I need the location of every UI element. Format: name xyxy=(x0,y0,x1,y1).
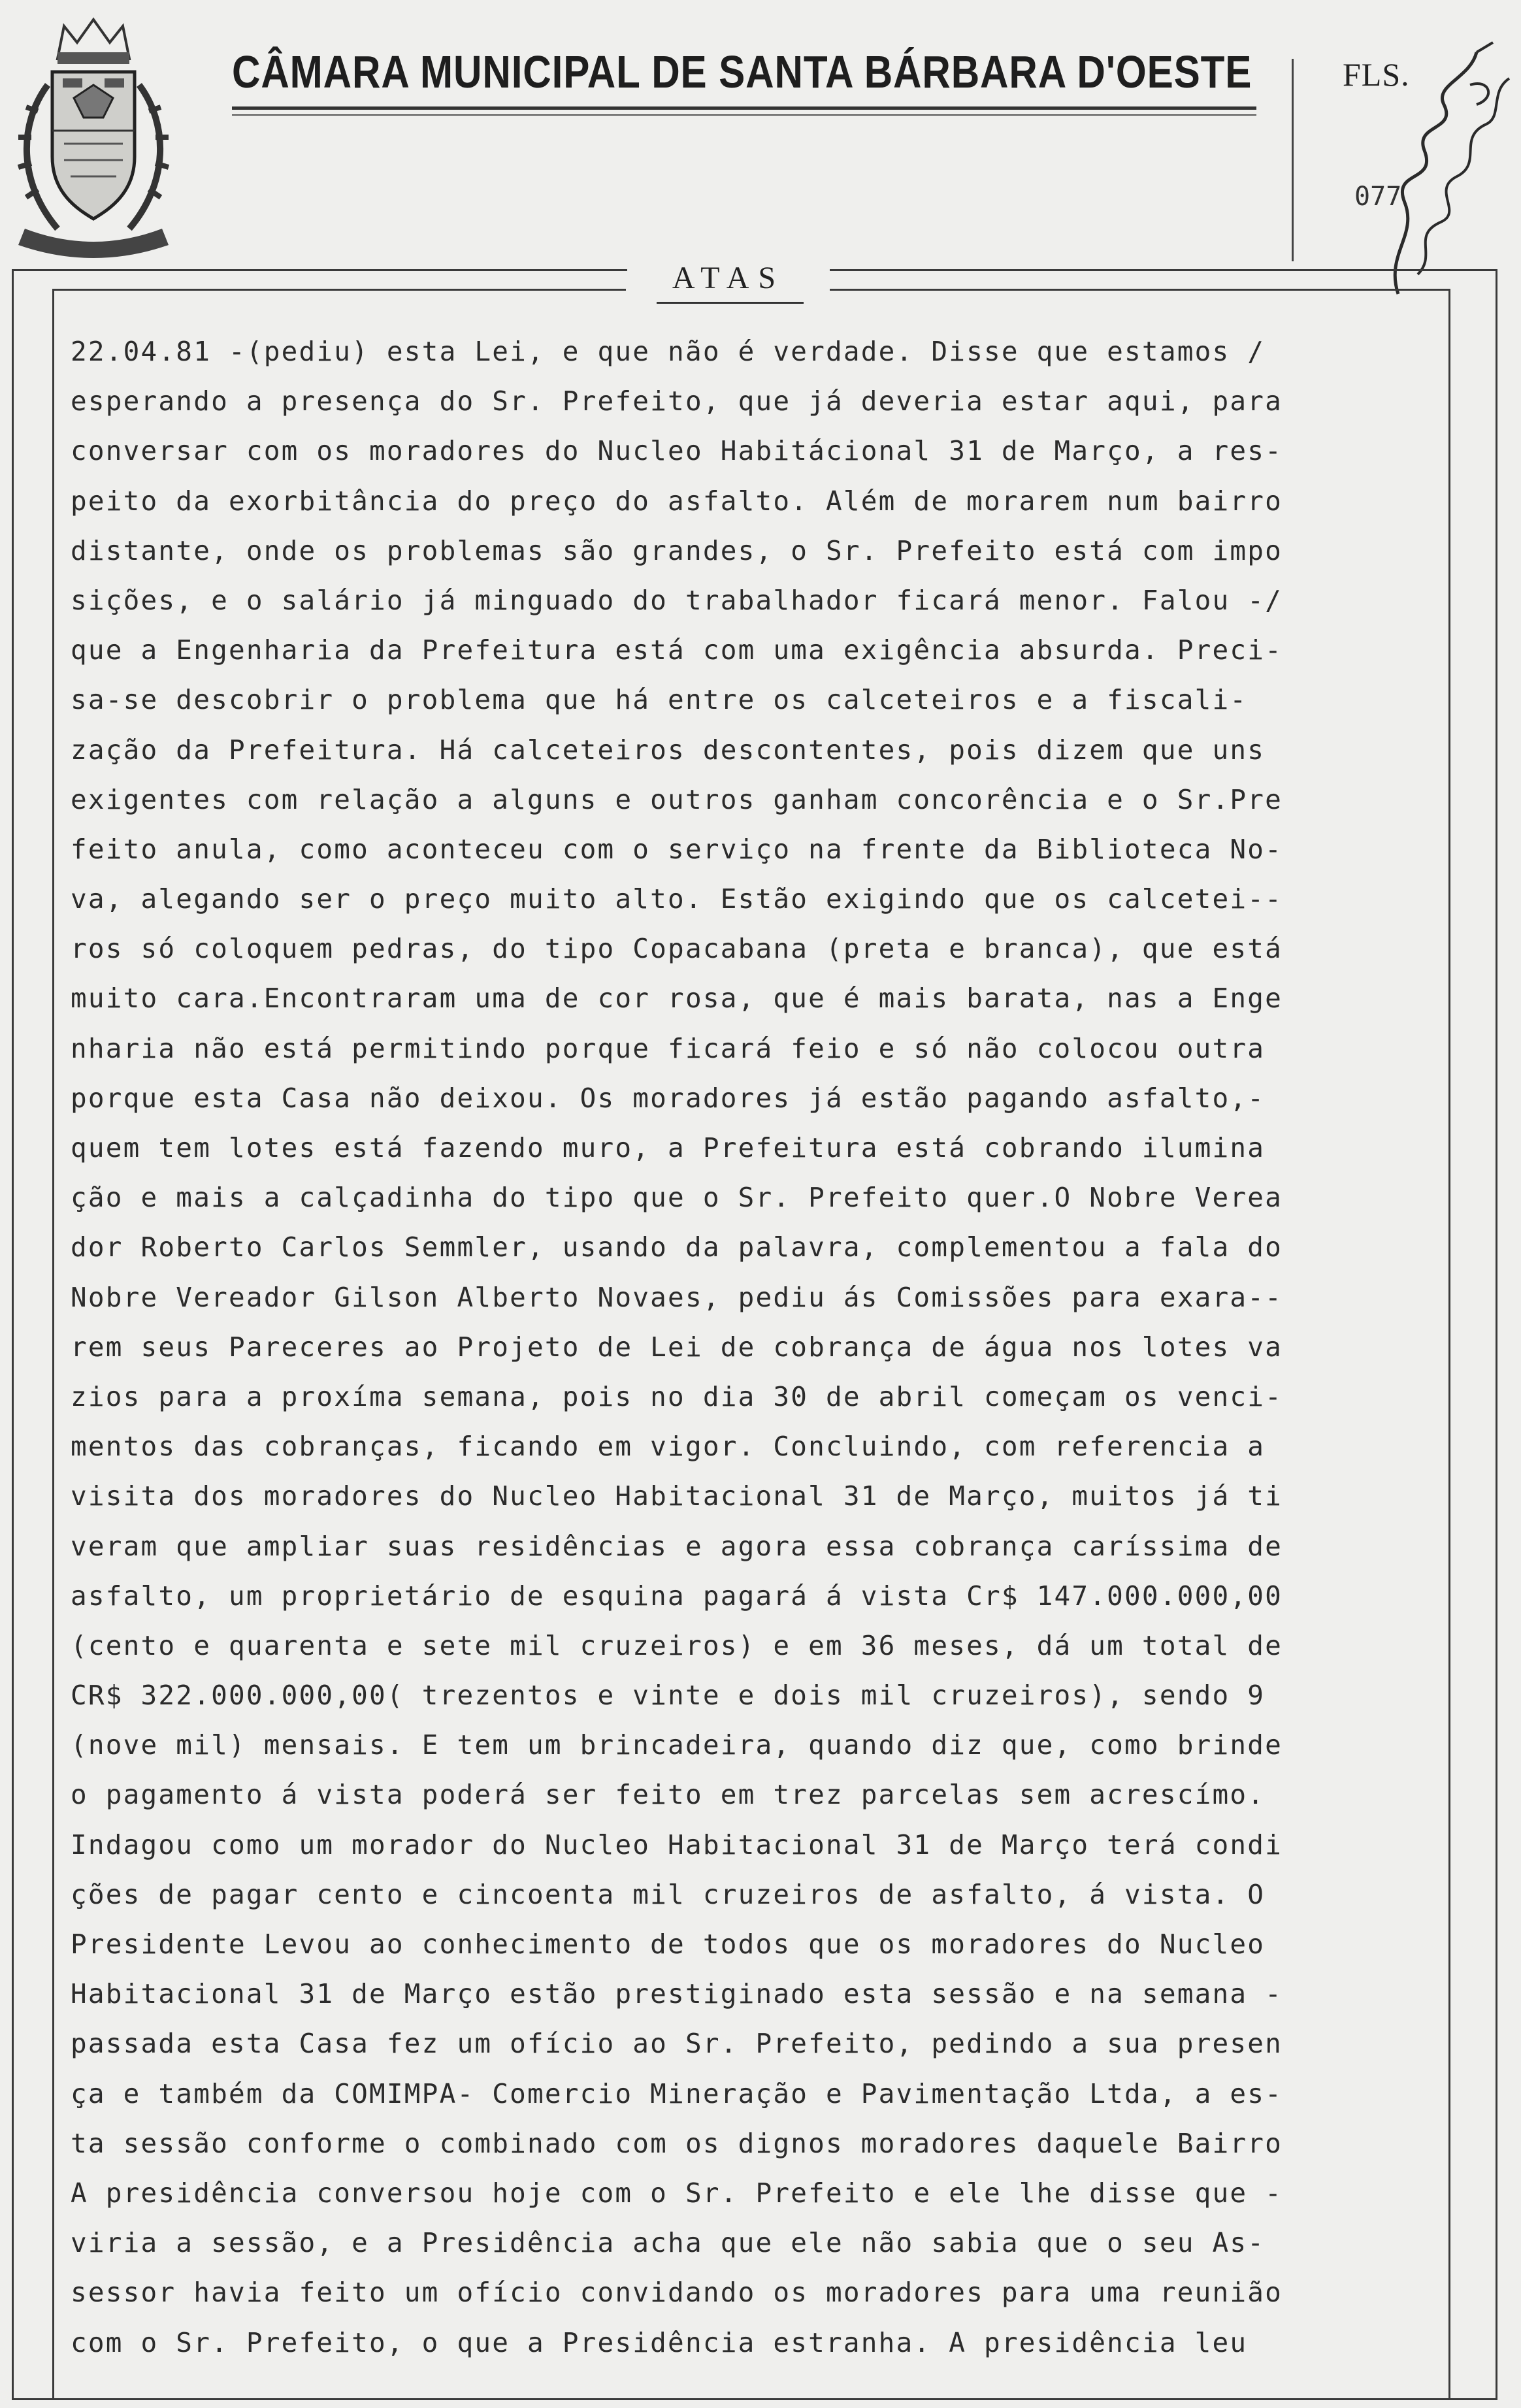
text-line: que a Engenharia da Prefeitura está com uma exigência absurda. Preci- xyxy=(71,634,1283,666)
text-line: peito da exorbitância do preço do asfalto. Além de morarem num bairro xyxy=(71,485,1283,517)
minutes-body xyxy=(71,327,1439,2367)
text-line: esperando a presença do Sr. Prefeito, que já deveria estar aqui, para xyxy=(71,385,1283,417)
text-line: zação da Prefeitura. Há calceteiros descontentes, pois dizem que uns xyxy=(71,734,1266,766)
text-line: rem seus Pareceres ao Projeto de Lei de cobrança de água nos lotes va xyxy=(71,1331,1283,1363)
frame-top-rule-right-inner xyxy=(830,289,1450,291)
text-line: conversar com os moradores do Nucleo Habitácional 31 de Março, a res- xyxy=(71,435,1283,467)
text-line: exigentes com relação a alguns e outros ganham concorência e o Sr.Pre xyxy=(71,783,1283,815)
text-line: ros só coloquem pedras, do tipo Copacabana (preta e branca), que está xyxy=(71,933,1283,965)
text-line: passada esta Casa fez um ofício ao Sr. Prefeito, pedindo a sua presen xyxy=(71,2028,1283,2060)
text-line: mentos das cobranças, ficando em vigor. Concluindo, com referencia a xyxy=(71,1431,1266,1463)
title-underline xyxy=(232,106,1256,110)
text-line: veram que ampliar suas residências e agora essa cobrança caríssima de xyxy=(71,1530,1283,1562)
frame-top-rule-left-inner xyxy=(52,289,626,291)
text-line: 22.04.81 -(pediu) esta Lei, e que não é verdade. Disse que estamos / xyxy=(71,336,1266,367)
section-label-underline xyxy=(657,302,804,304)
text-line: (cento e quarenta e sete mil cruzeiros) e em 36 meses, dá um total de xyxy=(71,1629,1283,1661)
text-line: ção e mais a calçadinha do tipo que o Sr. Prefeito quer.O Nobre Verea xyxy=(71,1182,1283,1214)
text-line: visita dos moradores do Nucleo Habitacional 31 de Março, muitos já ti xyxy=(71,1480,1283,1512)
text-line: va, alegando ser o preço muito alto. Estão exigindo que os calcetei-- xyxy=(71,883,1283,915)
text-line: ça e também da COMIMPA- Comercio Mineração e Pavimentação Ltda, a es- xyxy=(71,2077,1283,2109)
frame-top-rule-right xyxy=(830,269,1497,271)
text-line: ções de pagar cento e cincoenta mil cruzeiros de asfalto, á vista. O xyxy=(71,1878,1266,1910)
title-underline-thin xyxy=(232,114,1256,116)
text-line: sessor havia feito um ofício convidando os moradores para uma reunião xyxy=(71,2277,1283,2309)
text-line: ta sessão conforme o combinado com os dignos moradores daquele Bairro xyxy=(71,2127,1283,2159)
institution-title: CÂMARA MUNICIPAL DE SANTA BÁRBARA D'OESTE xyxy=(232,46,1252,97)
text-line: nharia não está permitindo porque ficará feio e só não colocou outra xyxy=(71,1032,1266,1064)
text-line: porque esta Casa não deixou. Os moradores já estão pagando asfalto,- xyxy=(71,1082,1266,1114)
text-line: A presidência conversou hoje com o Sr. Prefeito e ele lhe disse que - xyxy=(71,2177,1283,2209)
text-line: com o Sr. Prefeito, o que a Presidência estranha. A presidência leu xyxy=(71,2326,1248,2358)
text-line: Indagou como um morador do Nucleo Habitacional 31 de Março terá condi xyxy=(71,1829,1283,1861)
text-line: asfalto, um proprietário de esquina pagará á vista Cr$ 147.000.000,00 xyxy=(71,1580,1283,1612)
municipal-coat-of-arms-icon xyxy=(12,13,175,261)
frame-inner-left-border xyxy=(52,289,54,2400)
text-line: quem tem lotes está fazendo muro, a Prefeitura está cobrando ilumina xyxy=(71,1132,1266,1163)
text-line: dor Roberto Carlos Semmler, usando da palavra, complementou a fala do xyxy=(71,1231,1283,1263)
frame-top-rule-left xyxy=(12,269,626,271)
text-line: o pagamento á vista poderá ser feito em trez parcelas sem acrescímo. xyxy=(71,1779,1266,1811)
text-line: distante, onde os problemas são grandes, o Sr. Prefeito está com impo xyxy=(71,534,1283,566)
text-line: CR$ 322.000.000,00( trezentos e vinte e dois mil cruzeiros), sendo 9 xyxy=(71,1680,1266,1712)
text-line: feito anula, como aconteceu com o serviço na frente da Biblioteca No- xyxy=(71,833,1283,865)
text-line: muito cara.Encontraram uma de cor rosa, que é mais barata, nas a Enge xyxy=(71,983,1283,1015)
text-line: Presidente Levou ao conhecimento de todos que os moradores do Nucleo xyxy=(71,1928,1266,1960)
text-line: sa-se descobrir o problema que há entre os calceteiros e a fiscali- xyxy=(71,684,1248,716)
text-line: viria a sessão, e a Presidência acha que ele não sabia que o seu As- xyxy=(71,2227,1266,2259)
text-line: Habitacional 31 de Março estão prestiginado esta sessão e na semana - xyxy=(71,1978,1283,2010)
folio-divider xyxy=(1292,59,1294,261)
handwritten-signature-icon xyxy=(1379,39,1521,307)
frame-inner-right-border xyxy=(1448,289,1450,2400)
text-line: Nobre Vereador Gilson Alberto Novaes, pediu ás Comissões para exara-- xyxy=(71,1281,1283,1313)
folio-number: 077 xyxy=(1354,182,1402,212)
section-label: ATAS xyxy=(627,260,830,299)
text-line: (nove mil) mensais. E tem um brincadeira, quando diz que, como brinde xyxy=(71,1729,1283,1761)
text-line: zios para a proxíma semana, pois no dia 30 de abril começam os venci- xyxy=(71,1380,1283,1412)
text-line: sições, e o salário já minguado do trabalhador ficará menor. Falou -/ xyxy=(71,584,1283,616)
folio-label: FLS. xyxy=(1343,56,1410,93)
